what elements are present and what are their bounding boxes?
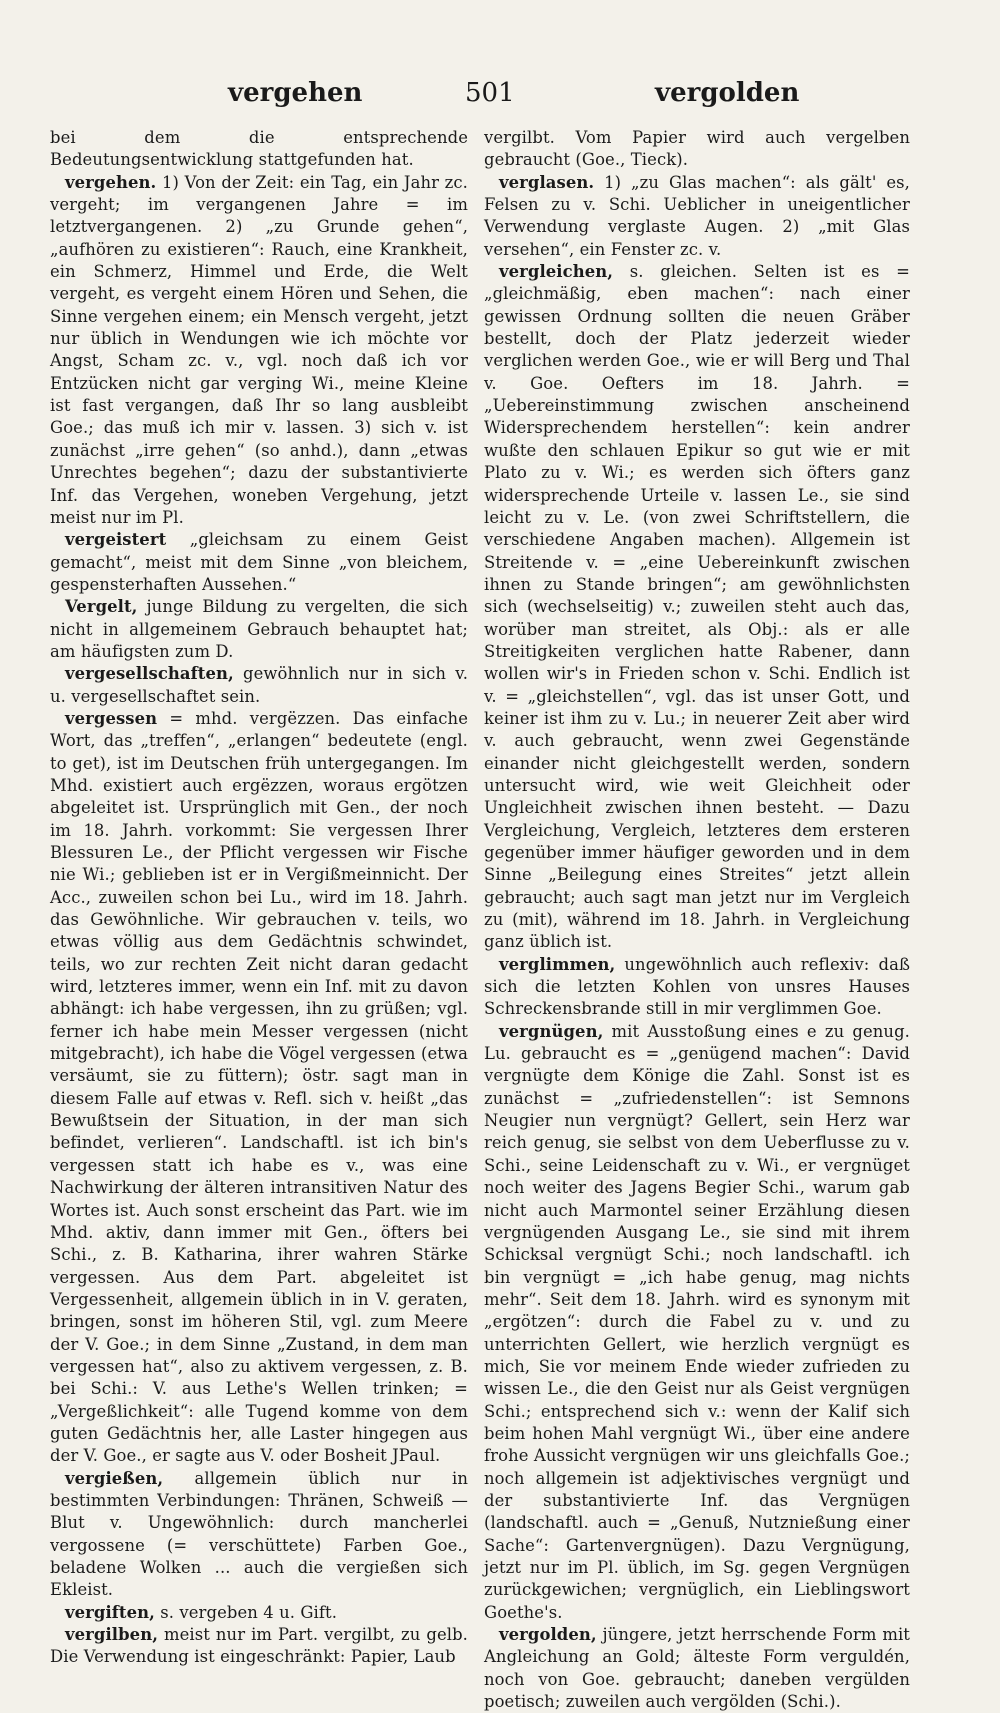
entry-headword: vergnügen, [499,1021,604,1041]
entry-text: = mhd. vergëzzen. Das einfache Wort, das „treffen“, „erlangen“ bedeutete (engl. to get), ist im Deutschen früh untergegangen. Im Mhd. existiert auch ergëzzen, woraus ergötzen abgeleitet ist. Ursprünglich mit Gen., der noch im 18. Jahrh. vorkommt: Sie vergessen Ihrer Blessuren Le., der Pflicht vergessen wir Fische nie Wi.; geblieben ist er in Vergißmeinnicht. Der Acc., zuweilen schon bei Lu., wird im 18. Jahrh. das Gewöhnliche. Wir gebrauchen v. teils, wo etwas völlig aus dem Gedächtnis schwindet, teils, wo zur rechten Zeit nicht daran gedacht wird, letzteres immer, wenn ein Inf. mit zu davon abhängt: ich habe vergessen, ihn zu grüßen; vgl. ferner ich habe mein Messer vergessen (nicht mitgebracht), ich habe die Vögel vergessen (etwa versäumt, sie zu füttern); östr. sagt man in diesem Falle auf etwas v. Refl. sich v. heißt „das Bewußtsein der Situation, in der man sich befindet, verlieren“. Landschaftl. ist ich bin's vergessen statt ich habe es v., was eine Nachwirkung der älteren intransitiven Natur des Wortes ist. Auch sonst erscheint das Part. wie im Mhd. aktiv, dann immer mit Gen., öfters bei Schi., z. B. Katharina, ihrer wahren Stärke vergessen. Aus dem Part. abgeleitet ist Vergessenheit, allgemein üblich in in V. geraten, bringen, sonst im höheren Stil, vgl. zum Meere der V. Goe.; in dem Sinne „Zustand, in dem man vergessen hat“, also zu aktivem vergessen, z. B. bei Schi.: V. aus Lethe's Wellen trinken; = „Vergeßlichkeit“: alle Tugend komme von dem guten Gedächtnis her, alle Laster hingegen aus der V. Goe., er sagte aus V. oder Bosheit JPaul. [50,708,468,1466]
entry [484,1021,910,1624]
entry-text: bei dem die entsprechende Bedeutungsentwicklung stattgefunden hat. [50,128,468,170]
entry-text: 1) Von der Zeit: ein Tag, ein Jahr zc. vergeht; im vergangenen Jahre = im letztvergangenen. 2) „zu Grunde gehen“, „aufhören zu existieren“: Rauch, eine Krankheit, ein Schmerz, Himmel und Erde, die Welt vergeht, es vergeht einem Hören und Sehen, die Sinne vergehen einem; ein Mensch vergeht, jetzt nur üblich in Wendungen wie ich möchte vor Angst, Scham zc. v., vgl. noch daß ich vor Entzücken nicht gar verging Wi., meine Kleine ist fast vergangen, daß Ihr so lang ausbleibt Goe.; das muß ich mir v. lassen. 3) sich v. ist zunächst „irre gehen“ (so anhd.), dann „etwas Unrechtes begehen“; dazu der substantivierte Inf. das Vergehen, woneben Vergehung, jetzt meist nur im Pl. [50,172,468,527]
entry-text: mit Ausstoßung eines e zu genug. Lu. gebraucht es = „genügend machen“: David vergnügte dem Könige die Zahl. Sonst ist es zunächst = „zufriedenstellen“: ist Semnons Neugier nun vergnügt? Gellert, sein Herz war reich genug, sie selbst von dem Ueberflusse zu v. Schi., seine Leidenschaft zu v. Wi., er vergnüget noch weiter des Jagens Begier Schi., warum gab nicht auch Marmontel seiner Erzählung diesen vergnügenden Ausgang Le., sie sind mit ihrem Schicksal vergnügt Schi.; noch landschaftl. ich bin vergnügt = „ich habe genug, mag nichts mehr“. Seit dem 18. Jahrh. wird es synonym mit „ergötzen“: durch die Fabel zu v. und zu unterrichten Gellert, wie herzlich vergnügt es mich, Sie vor meinem Ende wieder zufrieden zu wissen Le., die den Geist nur als Geist vergnügen Schi.; entsprechend sich v.: wenn der Kalif sich beim hohen Mahl vergnügt Wi., über eine andere frohe Aussicht vergnügen wir uns gleichfalls Goe.; noch allgemein ist adjektivisches vergnügt und der substantivierte Inf. das Vergnügen (landschaftl. auch = „Genuß, Nutznießung einer Sache“: Gartenvergnügen). Dazu Vergnügung, jetzt nur im Pl. üblich, im Sg. gegen Vergnügen zurückgewichen; vergnüglich, ein Lieblingswort Goethe's. [484,1021,910,1622]
entry-headword: verglimmen, [499,954,616,974]
entry [484,261,910,954]
entry [50,663,468,708]
entry-text: ungewöhnlich auch reflexiv: daß sich die letzten Kohlen von unsres Hauses Schreckensbrande still in mir verglimmen Goe. [484,954,910,1019]
entry-text: „gleichsam zu einem Geist gemacht“, meist mit dem Sinne „von bleichem, gespensterhaften Aussehen.“ [50,530,468,594]
entry [50,596,468,663]
entry-text: junge Bildung zu vergelten, die sich nicht in allgemeinem Gebrauch behauptet hat; am häufigsten zum D. [50,597,468,661]
entry-text: 1) „zu Glas machen“: als gält' es, Felsen zu v. Schi. Ueblicher in uneigentlicher Verwendung verglaste Augen. 2) „mit Glas versehen“, ein Fenster zc. v. [484,172,910,259]
running-head [0,78,1000,118]
entry-text: allgemein üblich nur in bestimmten Verbindungen: Thränen, Schweiß — Blut v. Ungewöhnlich: durch mancherlei vergossene (= verschüttete) Farben Goe., beladene Wolken ... auch die vergießen sich Ekleist. [50,1468,468,1600]
entry-text: s. vergeben 4 u. Gift. [154,1602,338,1622]
entry-headword: vergeistert [65,530,167,550]
entry [50,1602,468,1624]
entry [50,529,468,596]
entry [50,1468,468,1602]
entry [50,127,468,172]
entry [484,1624,910,1713]
entry [484,172,910,261]
entry-headword: vergiften, [65,1602,155,1622]
entry-headword: vergleichen, [499,262,614,282]
header-left-guide-word: vergehen [228,78,363,108]
entry [484,954,910,1021]
entry-headword: vergesellschaften, [65,664,234,684]
entry [484,127,910,172]
header-right-guide-word: vergolden [655,78,800,108]
entry [50,172,468,530]
entry [50,1624,468,1669]
entry-text: meist nur im Part. vergilbt, zu gelb. Die Verwendung ist eingeschränkt: Papier, Laub [50,1625,468,1667]
entry-headword: vergessen [65,708,158,728]
page-number: 501 [465,78,515,108]
left-column [50,127,468,1669]
entry-text: gewöhnlich nur in sich v. u. vergesellschaftet sein. [50,664,468,706]
entry-headword: verglasen. [499,172,595,192]
entry-headword: Vergelt, [65,597,138,617]
entry-text: vergilbt. Vom Papier wird auch vergelben gebraucht (Goe., Tieck). [484,128,910,170]
right-column [484,127,910,1713]
entry [50,708,468,1468]
entry-headword: vergilben, [65,1625,159,1645]
entry-headword: vergehen. [65,172,157,192]
entry-headword: vergießen, [65,1468,164,1488]
entry-text: s. gleichen. Selten ist es = „gleichmäßig, eben machen“: nach einer gewissen Ordnung sollten die neuen Gräber bestellt, doch der Platz jederzeit wieder verglichen werden Goe., wie er will Berg und Thal v. Goe. Oefters im 18. Jahrh. = „Uebereinstimmung zwischen anscheinend Widersprechendem herstellen“: kein andrer wußte den schlauen Epikur so gut wie er mit Plato zu v. Wi.; es werden sich öfters ganz widersprechende Urteile v. lassen Le., sie sind leicht zu v. Le. (von zwei Schriftstellern, die verschiedene Angaben machen). Allgemein ist Streitende v. = „eine Uebereinkunft zwischen ihnen zu Stande bringen“; am gewöhnlichsten sich (wechselseitig) v.; zuweilen steht auch das, worüber man streitet, als Obj.: als er alle Streitigkeiten verglichen hatte Rabener, dann wollen wir's in Frieden schon v. Schi. Endlich ist v. = „gleichstellen“, vgl. das ist unser Gott, und keiner ist ihm zu v. Lu.; in neuerer Zeit aber wird v. auch gebraucht, wenn zwei Gegenstände einander nicht gleichgestellt werden, sondern untersucht wird, wie weit Gleichheit oder Ungleichheit zwischen ihnen besteht. — Dazu Vergleichung, Vergleich, letzteres dem ersteren gegenüber immer häufiger geworden und in dem Sinne „Beilegung eines Streites“ jetzt allein gebraucht; auch sagt man jetzt nur im Vergleich zu (mit), während im 18. Jahrh. in Vergleichung ganz üblich ist. [484,262,910,952]
entry-headword: vergolden, [499,1625,597,1645]
entry-text: jüngere, jetzt herrschende Form mit Angleichung an Gold; älteste Form verguldén, noch von Goe. gebraucht; daneben vergülden poetisch; zuweilen auch vergölden (Schi.). [484,1625,910,1712]
